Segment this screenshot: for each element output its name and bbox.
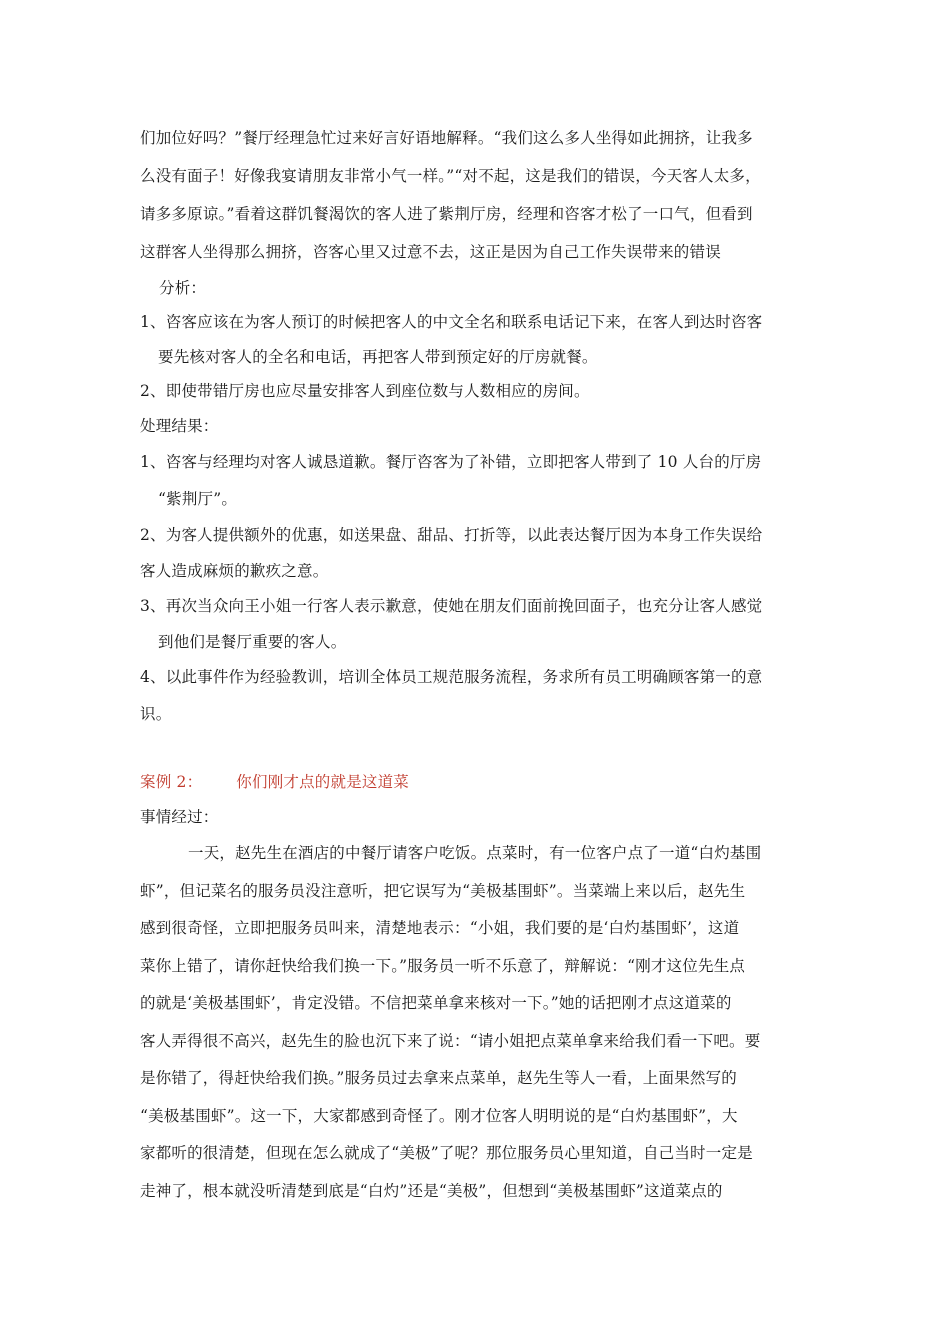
- analysis-item: 2、即使带错厅房也应尽量安排客人到座位数与人数相应的房间。: [140, 382, 590, 400]
- result-heading: 处理结果：: [140, 417, 219, 435]
- result-item-continued: 识。: [140, 705, 172, 723]
- case-body-line: 菜你上错了，请你赶快给我们换一下。”服务员一听不乐意了，辩解说：“刚才这位先生点: [140, 957, 746, 975]
- result-item-continued: “紫荆厅”。: [158, 490, 238, 508]
- result-item-continued: 客人造成麻烦的歉疚之意。: [140, 562, 329, 580]
- body-text-line: 请多多原谅。”看着这群饥餐渴饮的客人进了紫荆厅房，经理和咨客才松了一口气，但看到: [140, 205, 753, 223]
- case-body-line: 的就是‘美极基围虾’，肯定没错。不信把菜单拿来核对一下。”她的话把刚才点这道菜的: [140, 994, 732, 1012]
- case-body-line: 客人弄得很不高兴，赵先生的脸也沉下来了说：“请小姐把点菜单拿来给我们看一下吧。要: [140, 1032, 761, 1050]
- result-item: 2、为客人提供额外的优惠，如送果盘、甜品、打折等，以此表达餐厅因为本身工作失误给: [140, 526, 763, 544]
- result-item: 4、以此事件作为经验教训，培训全体员工规范服务流程，务求所有员工明确顾客第一的意: [140, 668, 763, 686]
- case-title: 你们刚才点的就是这道菜: [236, 773, 409, 791]
- analysis-item: 1、咨客应该在为客人预订的时候把客人的中文全名和联系电话记下来，在客人到达时咨客: [140, 313, 763, 331]
- body-text-line: 这群客人坐得那么拥挤，咨客心里又过意不去，这正是因为自己工作失误带来的错误: [140, 243, 721, 261]
- case-heading: [140, 772, 409, 792]
- case-body-line: 是你错了，得赶快给我们换。”服务员过去拿来点菜单，赵先生等人一看，上面果然写的: [140, 1069, 737, 1087]
- case-body-line: 走神了，根本就没听清楚到底是“白灼”还是“美极”，但想到“美极基围虾”这道菜点的: [140, 1182, 723, 1200]
- body-text-line: 么没有面子！好像我宴请朋友非常小气一样。”“对不起，这是我们的错误，今天客人太多，: [140, 167, 761, 185]
- result-item: 1、咨客与经理均对客人诚恳道歉。餐厅咨客为了补错，立即把客人带到了 10 人台的厅房: [140, 453, 762, 471]
- result-item-continued: 到他们是餐厅重要的客人。: [158, 633, 347, 651]
- case-body-line: 虾”，但记菜名的服务员没注意听，把它误写为“美极基围虾”。当菜端上来以后，赵先生: [140, 882, 746, 900]
- body-text-line: 们加位好吗？”餐厅经理急忙过来好言好语地解释。“我们这么多人坐得如此拥挤，让我多: [140, 129, 753, 147]
- case-body-line: 感到很奇怪，立即把服务员叫来，清楚地表示：“小姐，我们要的是‘白灼基围虾’，这道: [140, 919, 740, 937]
- case-body-line: 家都听的很清楚，但现在怎么就成了“美极”了呢？那位服务员心里知道，自己当时一定是: [140, 1144, 753, 1162]
- case-body-line: “美极基围虾”。这一下，大家都感到奇怪了。刚才位客人明明说的是“白灼基围虾”，大: [140, 1107, 738, 1125]
- case-body-line: 一天，赵先生在酒店的中餐厅请客户吃饭。点菜时，有一位客户点了一道“白灼基围: [188, 844, 762, 862]
- case-label: 案例 2：: [140, 773, 203, 791]
- analysis-heading: 分析：: [159, 279, 207, 297]
- result-item: 3、再次当众向王小姐一行客人表示歉意，使她在朋友们面前挽回面子，也充分让客人感觉: [140, 597, 763, 615]
- analysis-item-continued: 要先核对客人的全名和电话，再把客人带到预定好的厅房就餐。: [158, 348, 598, 366]
- case-sub-heading: 事情经过：: [140, 808, 219, 826]
